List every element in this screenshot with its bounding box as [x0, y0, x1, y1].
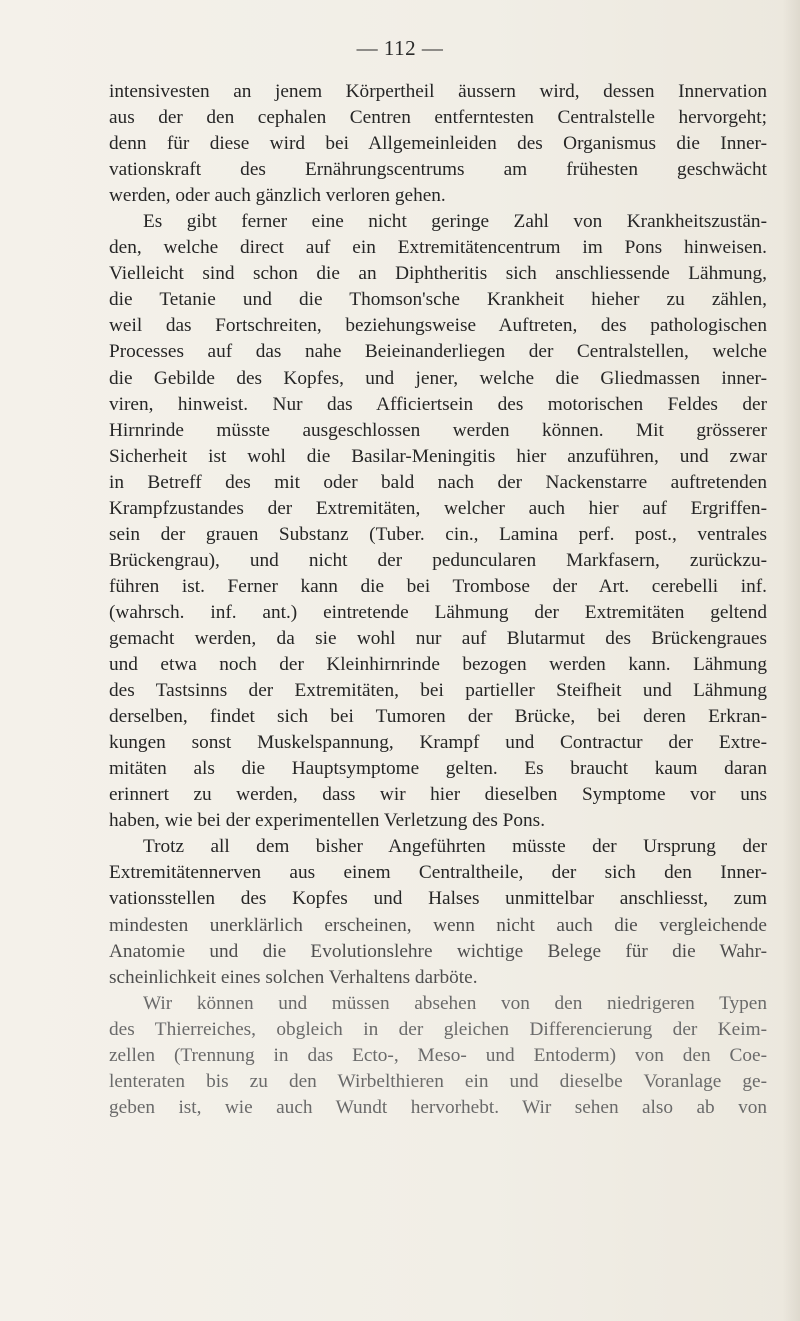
- text-line: Vielleicht sind schon die an Diphtheritis sich anschliessende Lähmung,: [109, 263, 767, 285]
- text-line: Wir können und müssen absehen von den niedrigeren Typen: [143, 992, 767, 1014]
- text-line: weil das Fortschreiten, beziehungsweise Auftreten, des pathologischen: [109, 315, 767, 337]
- text-line: zellen (Trennung in das Ecto-, Meso- und Entoderm) von den Coe-: [109, 1044, 767, 1066]
- text-line: Brückengrau), und nicht der peduncularen Markfasern, zurückzu-: [109, 549, 767, 571]
- page-number: — 112 —: [356, 36, 444, 60]
- text-line: aus der den cephalen Centren entferntesten Centralstelle hervorgeht;: [109, 107, 767, 129]
- text-line: sein der grauen Substanz (Tuber. cin., Lamina perf. post., ventrales: [109, 523, 767, 545]
- text-line: geben ist, wie auch Wundt hervorhebt. Wir sehen also ab von: [109, 1096, 767, 1118]
- text-line: Es gibt ferner eine nicht geringe Zahl von Krankheitszustän-: [143, 211, 767, 233]
- body-text: [109, 79, 767, 1121]
- text-line: derselben, findet sich bei Tumoren der Brücke, bei deren Erkran-: [109, 706, 767, 728]
- text-line: Processes auf das nahe Beieinanderliegen der Centralstellen, welche: [109, 341, 767, 363]
- text-line: scheinlichkeit eines solchen Verhaltens darböte.: [109, 966, 478, 988]
- page-edge-shadow: [782, 0, 800, 1321]
- text-line: erinnert zu werden, dass wir hier dieselben Symptome vor uns: [109, 784, 767, 806]
- text-line: den, welche direct auf ein Extremitätencentrum im Pons hinweisen.: [109, 237, 767, 259]
- text-line: vationsstellen des Kopfes und Halses unmittelbar anschliesst, zum: [109, 888, 767, 910]
- text-line: kungen sonst Muskelspannung, Krampf und Contractur der Extre-: [109, 732, 767, 754]
- text-line: Krampfzustandes der Extremitäten, welcher auch hier auf Ergriffen-: [109, 497, 767, 519]
- text-line: vationskraft des Ernährungscentrums am frühesten geschwächt: [109, 159, 767, 181]
- text-line: Extremitätennerven aus einem Centraltheile, der sich den Inner-: [109, 862, 767, 884]
- text-line: viren, hinweist. Nur das Afficiertsein des motorischen Feldes der: [109, 393, 767, 415]
- text-line: führen ist. Ferner kann die bei Trombose der Art. cerebelli inf.: [109, 575, 767, 597]
- text-line: des Thierreiches, obgleich in der gleichen Differencierung der Keim-: [109, 1018, 767, 1040]
- text-line: des Tastsinns der Extremitäten, bei partieller Steifheit und Lähmung: [109, 680, 767, 702]
- text-line: in Betreff des mit oder bald nach der Nackenstarre auftretenden: [109, 471, 767, 493]
- text-line: werden, oder auch gänzlich verloren gehen.: [109, 185, 446, 207]
- text-line: mindesten unerklärlich erscheinen, wenn nicht auch die vergleichende: [109, 914, 767, 936]
- text-line: denn für diese wird bei Allgemeinleiden des Organismus die Inner-: [109, 133, 767, 155]
- text-line: Trotz all dem bisher Angeführten müsste der Ursprung der: [143, 836, 767, 858]
- text-line: die Gebilde des Kopfes, und jener, welche die Gliedmassen inner-: [109, 367, 767, 389]
- text-line: und etwa noch der Kleinhirnrinde bezogen werden kann. Lähmung: [109, 654, 767, 676]
- text-line: Anatomie und die Evolutionslehre wichtige Belege für die Wahr-: [109, 940, 767, 962]
- text-line: gemacht werden, da sie wohl nur auf Blutarmut des Brückengraues: [109, 627, 767, 649]
- text-line: haben, wie bei der experimentellen Verletzung des Pons.: [109, 810, 546, 832]
- text-line: Hirnrinde müsste ausgeschlossen werden können. Mit grösserer: [109, 419, 767, 441]
- text-line: intensivesten an jenem Körpertheil äussern wird, dessen Innervation: [109, 81, 767, 102]
- text-line: (wahrsch. inf. ant.) eintretende Lähmung der Extremitäten geltend: [109, 601, 767, 623]
- text-line: die Tetanie und die Thomson'sche Krankheit hieher zu zählen,: [109, 289, 767, 311]
- text-line: Sicherheit ist wohl die Basilar-Meningitis hier anzuführen, und zwar: [109, 445, 767, 467]
- text-line: lenteraten bis zu den Wirbelthieren ein und dieselbe Voranlage ge-: [109, 1070, 767, 1092]
- text-line: mitäten als die Hauptsymptome gelten. Es braucht kaum daran: [109, 758, 767, 780]
